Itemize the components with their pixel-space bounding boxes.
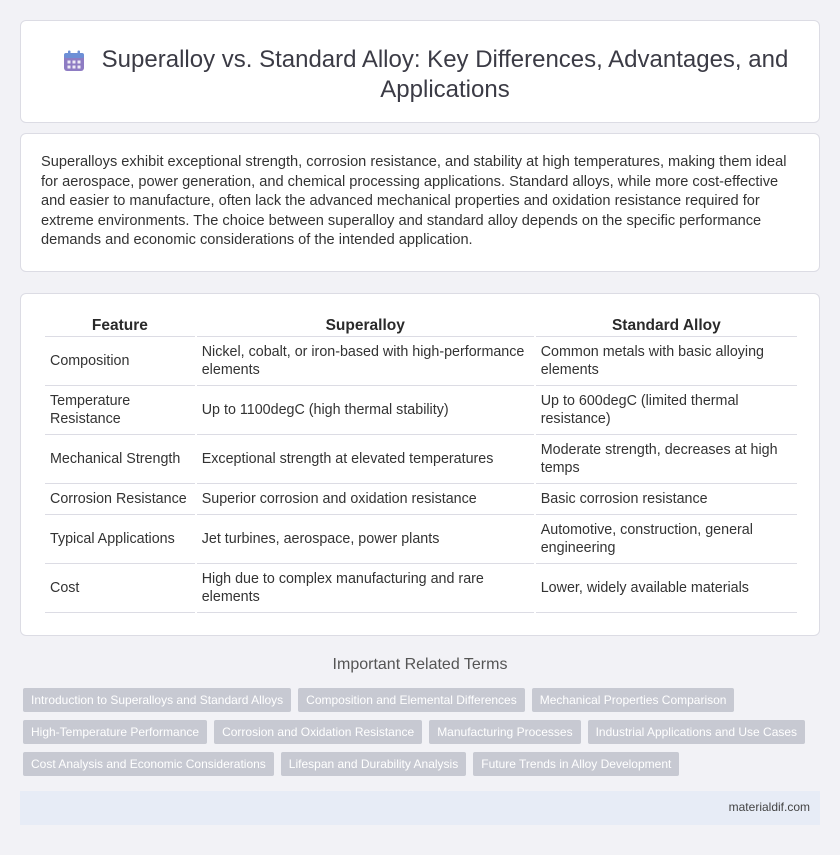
table-cell: Temperature Resistance: [45, 386, 195, 435]
table-cell: Up to 1100degC (high thermal stability): [197, 386, 534, 435]
table-row: [45, 515, 797, 564]
table-cell: Corrosion Resistance: [45, 484, 195, 515]
footer: [20, 791, 820, 825]
title-card: [20, 20, 820, 123]
table-cell: Composition: [45, 337, 195, 386]
tag-lifespan[interactable]: Lifespan and Durability Analysis: [281, 752, 466, 776]
tag-mechanical-properties[interactable]: Mechanical Properties Comparison: [532, 688, 735, 712]
summary-card: [20, 133, 820, 272]
related-terms-tags: [23, 688, 813, 784]
tag-corrosion[interactable]: Corrosion and Oxidation Resistance: [214, 720, 422, 744]
table-cell: Lower, widely available materials: [536, 564, 797, 613]
header-feature: Feature: [45, 316, 195, 337]
tag-composition[interactable]: Composition and Elemental Differences: [298, 688, 525, 712]
related-terms-heading: Important Related Terms: [332, 656, 508, 673]
table-cell: Automotive, construction, general engineering: [536, 515, 797, 564]
table-row: [45, 435, 797, 484]
table-row: [45, 484, 797, 515]
table-cell: Moderate strength, decreases at high temps: [536, 435, 797, 484]
tag-industrial-applications[interactable]: Industrial Applications and Use Cases: [588, 720, 805, 744]
table-cell: Nickel, cobalt, or iron-based with high-performance elements: [197, 337, 534, 386]
table-cell: Typical Applications: [45, 515, 195, 564]
table-row: [45, 386, 797, 435]
table-cell: Common metals with basic alloying elements: [536, 337, 797, 386]
table-row: [45, 337, 797, 386]
table-row: [45, 564, 797, 613]
table-cell: Cost: [45, 564, 195, 613]
table-header-row: [45, 316, 797, 337]
tag-introduction[interactable]: Introduction to Superalloys and Standard Alloys: [23, 688, 291, 712]
tag-future-trends[interactable]: Future Trends in Alloy Development: [473, 752, 679, 776]
tag-manufacturing[interactable]: Manufacturing Processes: [429, 720, 580, 744]
table-cell: Mechanical Strength: [45, 435, 195, 484]
table-cell: Up to 600degC (limited thermal resistance): [536, 386, 797, 435]
table-cell: Exceptional strength at elevated temperatures: [197, 435, 534, 484]
page-title: Superalloy vs. Standard Alloy: Key Differences, Advantages, and Applications: [101, 46, 789, 103]
comparison-table: [43, 316, 799, 613]
header-superalloy: Superalloy: [197, 316, 534, 337]
summary-paragraph: Superalloys exhibit exceptional strength, corrosion resistance, and stability at high temperatures, making them ideal for aerospace, power generation, and chemical processing applications. Standard alloys, while more cost-effective and easier to manufacture, often lack the advanced mechanical properties and oxidation resistance required for extreme environments. The choice between superalloy and standard alloy depends on the specific performance demands and economic considerations of the intended application.: [41, 154, 787, 249]
header-standard-alloy: Standard Alloy: [536, 316, 797, 337]
table-cell: Jet turbines, aerospace, power plants: [197, 515, 534, 564]
tag-high-temperature[interactable]: High-Temperature Performance: [23, 720, 207, 744]
table-cell: High due to complex manufacturing and rare elements: [197, 564, 534, 613]
table-cell: Basic corrosion resistance: [536, 484, 797, 515]
table-cell: Superior corrosion and oxidation resistance: [197, 484, 534, 515]
comparison-table-card: [20, 293, 820, 636]
tag-cost-analysis[interactable]: Cost Analysis and Economic Considerations: [23, 752, 274, 776]
footer-site-link[interactable]: materialdif.com: [728, 800, 810, 814]
